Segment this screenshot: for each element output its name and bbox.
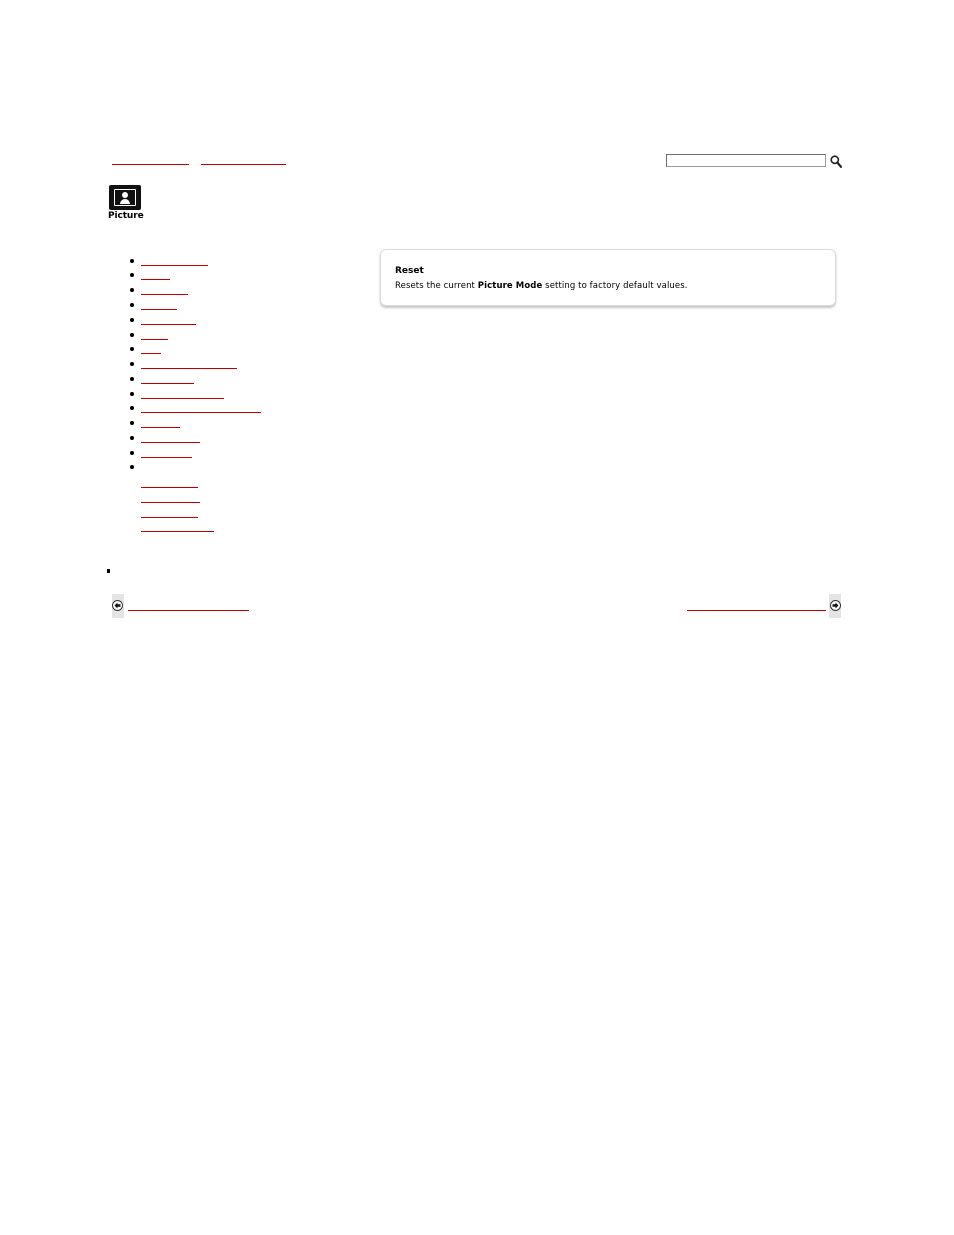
left-arrow-circle-icon[interactable] [112,600,123,611]
setting-description-text-1: Resets the current [395,281,478,291]
nav-bullet [130,421,134,425]
picture-frame-icon [109,185,141,210]
nav-bullet [130,406,134,410]
nav-bullet [130,465,134,469]
nav-link-2[interactable] [141,270,170,280]
nav-bullet [130,318,134,322]
nav-link-13[interactable] [141,433,200,443]
nav-link-6[interactable] [141,330,168,340]
breadcrumb-link-2[interactable] [201,152,286,165]
nav-bullet [130,259,134,263]
next-link[interactable] [687,600,826,611]
nav-bullet [130,288,134,292]
nav-link-9[interactable] [141,374,194,384]
magnifier-icon [830,155,842,168]
nav-bullet [130,347,134,351]
nav-sublink-2[interactable] [141,493,200,503]
right-arrow-circle-icon[interactable] [830,600,841,611]
page-title: Picture [108,211,144,221]
prev-link[interactable] [128,600,249,611]
nav-bullet [130,377,134,381]
nav-bullet [130,333,134,337]
nav-link-5[interactable] [141,315,196,325]
list-marker [107,569,110,573]
nav-link-10[interactable] [141,389,224,399]
nav-sublink-4[interactable] [141,522,214,532]
nav-link-8[interactable] [141,359,237,369]
nav-bullet [130,451,134,455]
nav-link-7[interactable] [141,344,161,354]
breadcrumb-link-1[interactable] [112,152,189,165]
nav-bullet [130,362,134,366]
nav-sublink-1[interactable] [141,478,198,488]
nav-bullet [130,436,134,440]
nav-link-11[interactable] [141,403,261,413]
nav-bullet [130,392,134,396]
nav-link-4[interactable] [141,300,177,310]
setting-description-bold: Picture Mode [477,281,543,291]
setting-description-text-2: setting to factory default values. [542,281,688,291]
setting-description [395,281,688,291]
nav-bullet [130,303,134,307]
nav-link-14[interactable] [141,448,192,458]
nav-link-12[interactable] [141,418,180,428]
search-input[interactable] [666,154,826,167]
nav-sublink-3[interactable] [141,508,198,518]
nav-bullet [130,273,134,277]
setting-title: Reset [395,266,424,276]
setting-description-card [380,249,836,306]
search-button[interactable] [830,153,842,166]
nav-link-3[interactable] [141,285,188,295]
nav-link-1[interactable] [141,256,208,266]
